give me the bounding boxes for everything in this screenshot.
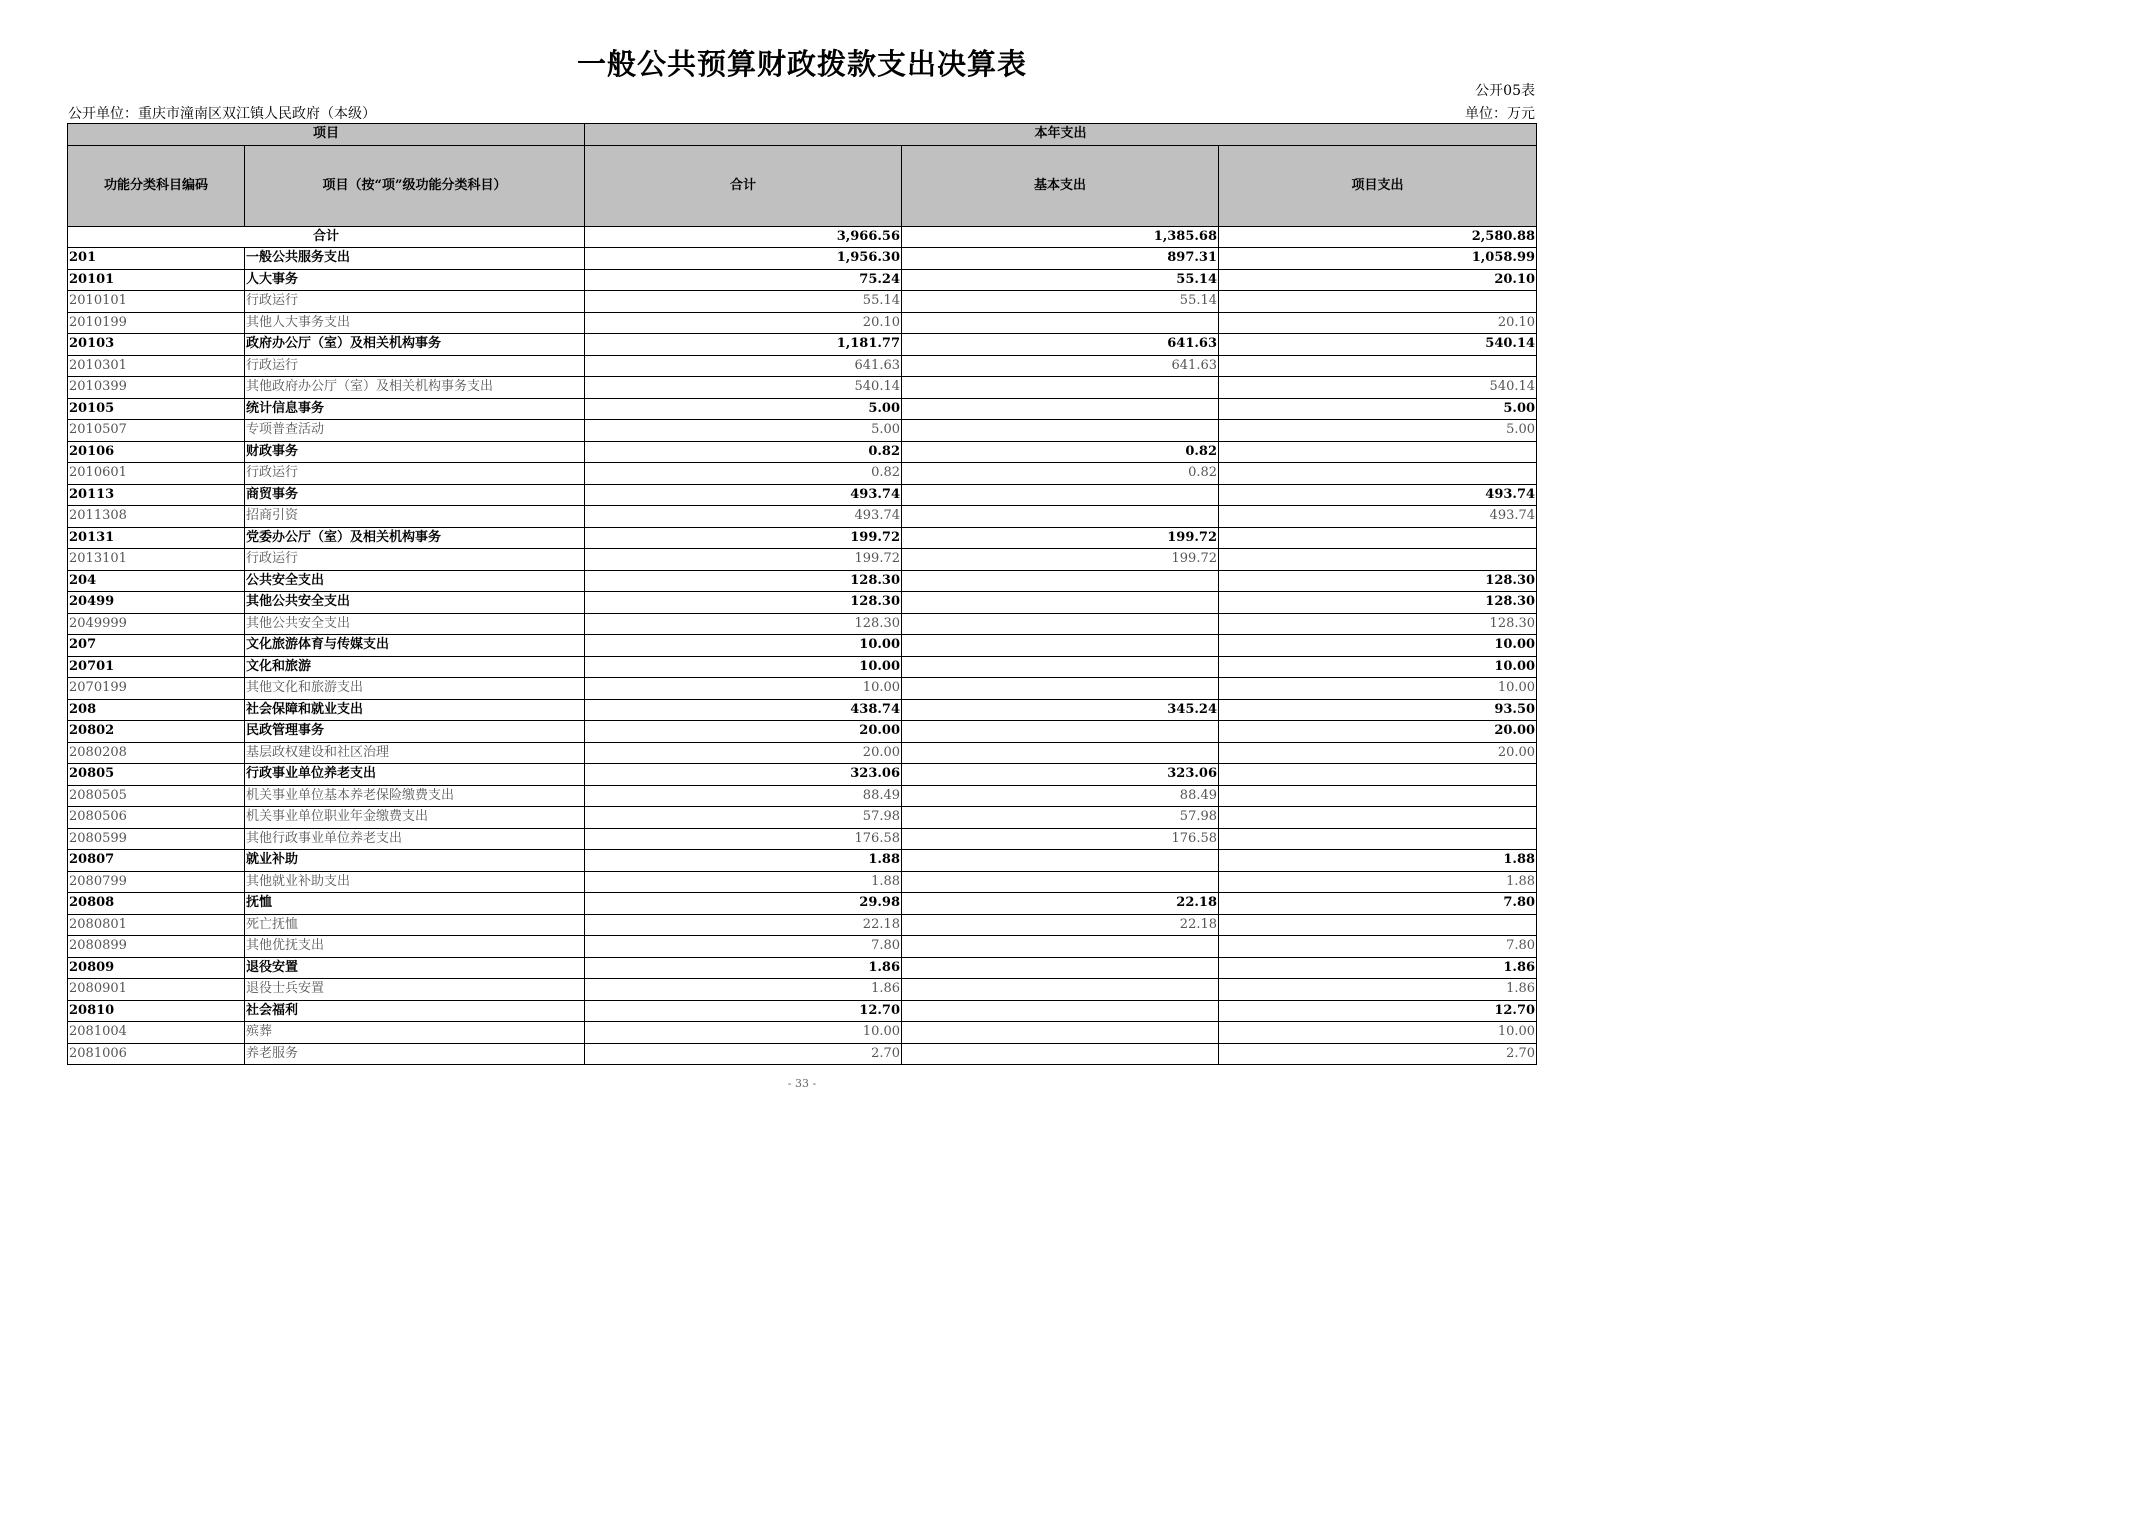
cell-basic: 55.14 (902, 269, 1219, 291)
table-row (68, 1000, 1537, 1022)
cell-name: 就业补助 (245, 850, 585, 872)
cell-total: 493.74 (585, 484, 902, 506)
cell-name: 专项普查活动 (245, 420, 585, 442)
cell-total: 128.30 (585, 613, 902, 635)
cell-basic: 323.06 (902, 764, 1219, 786)
cell-name: 招商引资 (245, 506, 585, 528)
cell-project (1219, 291, 1537, 313)
total-label: 合计 (68, 226, 585, 248)
cell-basic (902, 721, 1219, 743)
cell-project: 20.10 (1219, 312, 1537, 334)
cell-total: 7.80 (585, 936, 902, 958)
table-row (68, 635, 1537, 657)
cell-basic (902, 678, 1219, 700)
cell-name: 其他行政事业单位养老支出 (245, 828, 585, 850)
cell-total: 2.70 (585, 1043, 902, 1065)
cell-basic: 897.31 (902, 248, 1219, 270)
cell-project (1219, 463, 1537, 485)
cell-code: 201 (68, 248, 245, 270)
table-row (68, 377, 1537, 399)
cell-project (1219, 549, 1537, 571)
cell-code: 20106 (68, 441, 245, 463)
cell-project: 20.00 (1219, 721, 1537, 743)
cell-total: 1.88 (585, 850, 902, 872)
table-row (68, 656, 1537, 678)
cell-total: 493.74 (585, 506, 902, 528)
cell-total: 1.86 (585, 957, 902, 979)
cell-code: 2080901 (68, 979, 245, 1001)
cell-basic (902, 613, 1219, 635)
cell-total: 10.00 (585, 678, 902, 700)
header-basic: 基本支出 (902, 145, 1219, 226)
cell-name: 其他人大事务支出 (245, 312, 585, 334)
cell-code: 2080505 (68, 785, 245, 807)
cell-basic (902, 635, 1219, 657)
cell-code: 208 (68, 699, 245, 721)
cell-project: 5.00 (1219, 398, 1537, 420)
cell-code: 20113 (68, 484, 245, 506)
cell-name: 行政事业单位养老支出 (245, 764, 585, 786)
cell-basic: 199.72 (902, 549, 1219, 571)
cell-total: 1.88 (585, 871, 902, 893)
cell-project: 540.14 (1219, 334, 1537, 356)
cell-name: 其他公共安全支出 (245, 613, 585, 635)
cell-project: 128.30 (1219, 592, 1537, 614)
cell-total: 5.00 (585, 398, 902, 420)
cell-code: 2010601 (68, 463, 245, 485)
cell-code: 2080801 (68, 914, 245, 936)
cell-code: 2010101 (68, 291, 245, 313)
cell-name: 抚恤 (245, 893, 585, 915)
total-total: 3,966.56 (585, 226, 902, 248)
table-row (68, 355, 1537, 377)
cell-name: 其他就业补助支出 (245, 871, 585, 893)
currency-unit: 单位：万元 (1465, 106, 1535, 122)
cell-project: 5.00 (1219, 420, 1537, 442)
cell-basic (902, 871, 1219, 893)
cell-project: 2.70 (1219, 1043, 1537, 1065)
cell-name: 死亡抚恤 (245, 914, 585, 936)
cell-basic: 199.72 (902, 527, 1219, 549)
table-row (68, 979, 1537, 1001)
total-row (68, 226, 1537, 248)
cell-basic (902, 1000, 1219, 1022)
table-row (68, 764, 1537, 786)
cell-name: 行政运行 (245, 355, 585, 377)
page-title: 一般公共预算财政拨款支出决算表 (576, 47, 1027, 81)
cell-project: 1.86 (1219, 957, 1537, 979)
cell-code: 2070199 (68, 678, 245, 700)
cell-total: 438.74 (585, 699, 902, 721)
cell-code: 2080506 (68, 807, 245, 829)
cell-code: 2080599 (68, 828, 245, 850)
cell-project: 128.30 (1219, 570, 1537, 592)
cell-basic (902, 656, 1219, 678)
cell-code: 204 (68, 570, 245, 592)
cell-project (1219, 828, 1537, 850)
cell-basic: 22.18 (902, 893, 1219, 915)
cell-project (1219, 441, 1537, 463)
cell-name: 政府办公厅（室）及相关机构事务 (245, 334, 585, 356)
cell-total: 10.00 (585, 635, 902, 657)
cell-total: 29.98 (585, 893, 902, 915)
cell-project (1219, 785, 1537, 807)
cell-name: 退役士兵安置 (245, 979, 585, 1001)
cell-name: 人大事务 (245, 269, 585, 291)
table-row (68, 1043, 1537, 1065)
cell-code: 20105 (68, 398, 245, 420)
cell-basic (902, 570, 1219, 592)
cell-project: 10.00 (1219, 1022, 1537, 1044)
cell-project: 93.50 (1219, 699, 1537, 721)
cell-name: 财政事务 (245, 441, 585, 463)
table-row (68, 420, 1537, 442)
cell-total: 0.82 (585, 463, 902, 485)
cell-name: 民政管理事务 (245, 721, 585, 743)
cell-code: 20499 (68, 592, 245, 614)
cell-total: 540.14 (585, 377, 902, 399)
cell-code: 20809 (68, 957, 245, 979)
cell-total: 5.00 (585, 420, 902, 442)
cell-code: 2080208 (68, 742, 245, 764)
cell-project: 493.74 (1219, 484, 1537, 506)
cell-name: 行政运行 (245, 463, 585, 485)
cell-project: 10.00 (1219, 635, 1537, 657)
cell-project: 10.00 (1219, 656, 1537, 678)
cell-name: 一般公共服务支出 (245, 248, 585, 270)
header-code: 功能分类科目编码 (68, 145, 245, 226)
cell-name: 基层政权建设和社区治理 (245, 742, 585, 764)
cell-basic (902, 377, 1219, 399)
table-row (68, 936, 1537, 958)
table-row (68, 570, 1537, 592)
table-row (68, 334, 1537, 356)
cell-total: 20.00 (585, 742, 902, 764)
table-row (68, 613, 1537, 635)
cell-project (1219, 914, 1537, 936)
table-row (68, 678, 1537, 700)
cell-total: 57.98 (585, 807, 902, 829)
cell-basic (902, 742, 1219, 764)
reporting-unit: 公开单位：重庆市潼南区双江镇人民政府（本级） (68, 106, 376, 122)
table-row (68, 248, 1537, 270)
table-row (68, 463, 1537, 485)
table-row (68, 828, 1537, 850)
cell-basic (902, 850, 1219, 872)
cell-basic: 0.82 (902, 441, 1219, 463)
cell-name: 其他优抚支出 (245, 936, 585, 958)
cell-total: 55.14 (585, 291, 902, 313)
form-number: 公开05表 (1475, 83, 1535, 99)
cell-name: 统计信息事务 (245, 398, 585, 420)
cell-name: 机关事业单位基本养老保险缴费支出 (245, 785, 585, 807)
cell-total: 88.49 (585, 785, 902, 807)
expenditure-table (67, 123, 1537, 1065)
cell-total: 199.72 (585, 527, 902, 549)
header-current-year: 本年支出 (585, 124, 1537, 146)
cell-basic (902, 506, 1219, 528)
cell-code: 2011308 (68, 506, 245, 528)
table-row (68, 269, 1537, 291)
table-row (68, 893, 1537, 915)
cell-name: 行政运行 (245, 549, 585, 571)
cell-basic (902, 420, 1219, 442)
table-row (68, 699, 1537, 721)
cell-project: 1.88 (1219, 871, 1537, 893)
cell-basic: 641.63 (902, 334, 1219, 356)
cell-project (1219, 355, 1537, 377)
cell-total: 10.00 (585, 656, 902, 678)
table-row (68, 312, 1537, 334)
header-project: 项目支出 (1219, 145, 1537, 226)
cell-basic: 57.98 (902, 807, 1219, 829)
cell-total: 1,181.77 (585, 334, 902, 356)
cell-total: 176.58 (585, 828, 902, 850)
table-row (68, 441, 1537, 463)
cell-project: 12.70 (1219, 1000, 1537, 1022)
table-row (68, 807, 1537, 829)
cell-code: 20101 (68, 269, 245, 291)
cell-total: 20.10 (585, 312, 902, 334)
cell-project (1219, 807, 1537, 829)
cell-code: 2081004 (68, 1022, 245, 1044)
table-row (68, 398, 1537, 420)
cell-project: 7.80 (1219, 936, 1537, 958)
cell-code: 2081006 (68, 1043, 245, 1065)
table-row (68, 506, 1537, 528)
cell-basic (902, 936, 1219, 958)
cell-basic: 641.63 (902, 355, 1219, 377)
cell-code: 20802 (68, 721, 245, 743)
table-row (68, 484, 1537, 506)
table-row (68, 742, 1537, 764)
table-row (68, 291, 1537, 313)
cell-project: 1.88 (1219, 850, 1537, 872)
total-basic: 1,385.68 (902, 226, 1219, 248)
table-row (68, 527, 1537, 549)
cell-basic: 0.82 (902, 463, 1219, 485)
cell-total: 12.70 (585, 1000, 902, 1022)
cell-code: 2010507 (68, 420, 245, 442)
cell-project: 540.14 (1219, 377, 1537, 399)
page-number: - 33 - (787, 1077, 817, 1090)
cell-total: 128.30 (585, 592, 902, 614)
cell-name: 社会保障和就业支出 (245, 699, 585, 721)
cell-project (1219, 764, 1537, 786)
table-row (68, 721, 1537, 743)
header-total: 合计 (585, 145, 902, 226)
table-row (68, 914, 1537, 936)
cell-code: 207 (68, 635, 245, 657)
cell-name: 其他文化和旅游支出 (245, 678, 585, 700)
cell-basic (902, 957, 1219, 979)
cell-name: 退役安置 (245, 957, 585, 979)
cell-total: 199.72 (585, 549, 902, 571)
header-item: 项目 (68, 124, 585, 146)
cell-name: 养老服务 (245, 1043, 585, 1065)
cell-name: 商贸事务 (245, 484, 585, 506)
cell-project: 1.86 (1219, 979, 1537, 1001)
cell-basic: 88.49 (902, 785, 1219, 807)
cell-code: 20810 (68, 1000, 245, 1022)
cell-code: 20103 (68, 334, 245, 356)
cell-basic (902, 484, 1219, 506)
cell-project: 20.00 (1219, 742, 1537, 764)
cell-code: 20808 (68, 893, 245, 915)
cell-project: 493.74 (1219, 506, 1537, 528)
cell-total: 641.63 (585, 355, 902, 377)
cell-code: 2080799 (68, 871, 245, 893)
cell-total: 1,956.30 (585, 248, 902, 270)
cell-project: 1,058.99 (1219, 248, 1537, 270)
cell-name: 行政运行 (245, 291, 585, 313)
table-row (68, 592, 1537, 614)
cell-code: 2010399 (68, 377, 245, 399)
table-body (68, 226, 1537, 1065)
total-project: 2,580.88 (1219, 226, 1537, 248)
table-row (68, 1022, 1537, 1044)
cell-project: 7.80 (1219, 893, 1537, 915)
cell-code: 2013101 (68, 549, 245, 571)
cell-basic (902, 398, 1219, 420)
table-row (68, 871, 1537, 893)
cell-basic (902, 979, 1219, 1001)
cell-name: 公共安全支出 (245, 570, 585, 592)
cell-name: 其他公共安全支出 (245, 592, 585, 614)
cell-name: 殡葬 (245, 1022, 585, 1044)
cell-code: 20805 (68, 764, 245, 786)
cell-name: 社会福利 (245, 1000, 585, 1022)
cell-total: 323.06 (585, 764, 902, 786)
cell-basic (902, 312, 1219, 334)
cell-basic (902, 1043, 1219, 1065)
cell-name: 文化和旅游 (245, 656, 585, 678)
cell-basic: 55.14 (902, 291, 1219, 313)
cell-code: 20807 (68, 850, 245, 872)
cell-code: 2049999 (68, 613, 245, 635)
table-row (68, 785, 1537, 807)
cell-total: 128.30 (585, 570, 902, 592)
cell-total: 75.24 (585, 269, 902, 291)
cell-project: 10.00 (1219, 678, 1537, 700)
cell-name: 机关事业单位职业年金缴费支出 (245, 807, 585, 829)
cell-total: 22.18 (585, 914, 902, 936)
cell-total: 10.00 (585, 1022, 902, 1044)
cell-total: 0.82 (585, 441, 902, 463)
cell-project: 128.30 (1219, 613, 1537, 635)
table-row (68, 850, 1537, 872)
cell-basic: 345.24 (902, 699, 1219, 721)
cell-basic (902, 1022, 1219, 1044)
table-row (68, 957, 1537, 979)
table-row (68, 549, 1537, 571)
cell-code: 20701 (68, 656, 245, 678)
cell-basic: 176.58 (902, 828, 1219, 850)
cell-code: 2080899 (68, 936, 245, 958)
header-name: 项目（按“项”级功能分类科目） (245, 145, 585, 226)
cell-project: 20.10 (1219, 269, 1537, 291)
cell-code: 2010199 (68, 312, 245, 334)
cell-name: 文化旅游体育与传媒支出 (245, 635, 585, 657)
cell-basic (902, 592, 1219, 614)
cell-code: 2010301 (68, 355, 245, 377)
cell-total: 1.86 (585, 979, 902, 1001)
cell-code: 20131 (68, 527, 245, 549)
cell-name: 其他政府办公厅（室）及相关机构事务支出 (245, 377, 585, 399)
cell-basic: 22.18 (902, 914, 1219, 936)
cell-project (1219, 527, 1537, 549)
cell-name: 党委办公厅（室）及相关机构事务 (245, 527, 585, 549)
cell-total: 20.00 (585, 721, 902, 743)
